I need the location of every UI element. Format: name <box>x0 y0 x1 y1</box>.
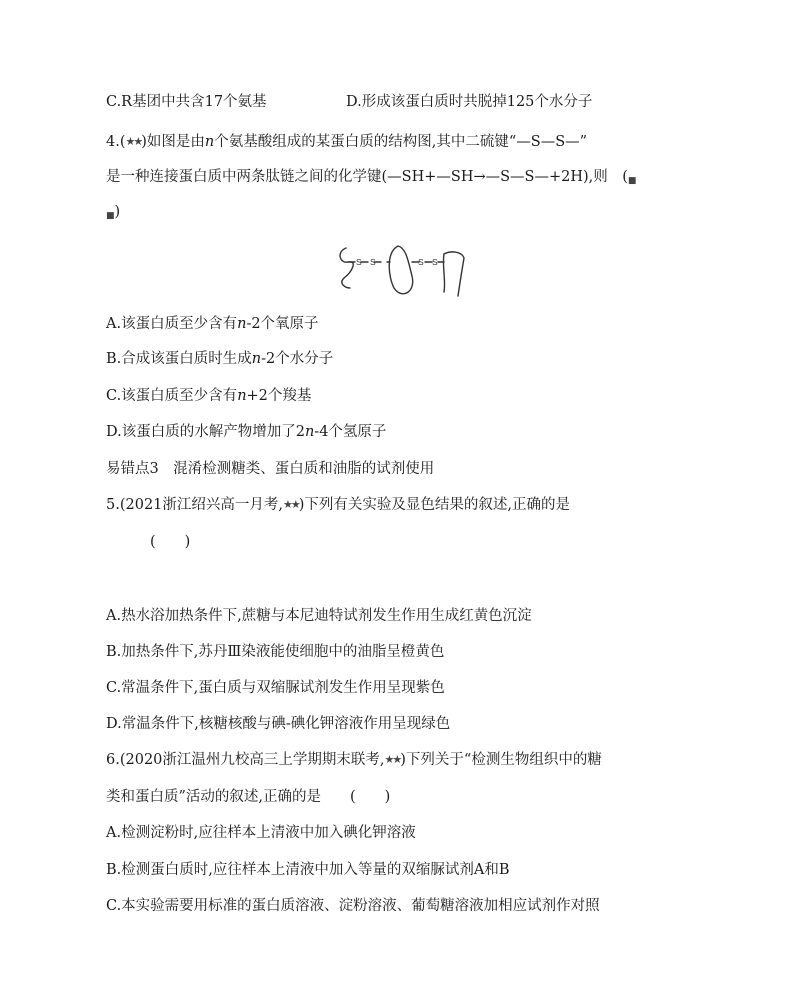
q6-option-c: C.本实验需要用标准的蛋白质溶液、淀粉溶液、葡萄糖溶液加相应试剂作对照 <box>106 898 600 914</box>
answer-mark-icon: ■ <box>106 211 115 221</box>
q4-stem-line1 <box>106 132 587 152</box>
q4-option-a: A.该蛋白质至少含有n-2个氧原子 <box>106 316 319 332</box>
q4-var-n: n <box>204 134 215 150</box>
q6-stem-line1 <box>106 750 602 770</box>
peptide-chain-right <box>444 252 464 296</box>
q5-answer-paren: ( ) <box>150 534 191 550</box>
q5-option-a: A.热水浴加热条件下,蔗糖与本尼迪特试剂发生作用生成红黄色沉淀 <box>106 608 532 624</box>
q5-stem-line1 <box>106 495 570 515</box>
protein-structure-diagram <box>332 236 472 300</box>
q4-stem-line3-text: ) <box>114 204 121 220</box>
q4-stem-line2 <box>106 167 636 191</box>
q6-stem-part1: 6.(2020浙江温州九校高三上学期期末联考, <box>106 752 385 768</box>
q6-stem-part2: )下列关于“检测生物组织中的糖 <box>400 752 602 768</box>
sulfur-label: S <box>432 257 438 267</box>
q4-stem-part1: 如图是由 <box>146 134 205 150</box>
section-heading: 易错点3 混淆检测糖类、蛋白质和油脂的试剂使用 <box>106 461 435 477</box>
prev-options-row <box>106 92 267 112</box>
difficulty-stars-icon: ★★ <box>283 498 299 511</box>
q4-number: 4. <box>106 134 120 150</box>
peptide-chain-left <box>340 248 353 288</box>
peptide-chain-middle <box>389 246 412 294</box>
q5-option-b: B.加热条件下,苏丹Ⅲ染液能使细胞中的油脂呈橙黄色 <box>106 644 445 660</box>
q5-stem-part2: )下列有关实验及显色结果的叙述,正确的是 <box>298 497 571 513</box>
q4-option-b: B.合成该蛋白质时生成n-2个水分子 <box>106 351 334 367</box>
q4-stem-line2-text: 是一种连接蛋白质中两条肽链之间的化学键(—SH+—SH→—S—S—+2H),则 ( <box>106 169 628 185</box>
difficulty-stars-icon: ★★ <box>384 753 401 766</box>
sulfur-label: S <box>418 257 424 267</box>
q4-stem-line3 <box>106 202 120 226</box>
difficulty-stars-icon: ★★ <box>125 135 142 148</box>
q6-option-a: A.检测淀粉时,应往样本上清液中加入碘化钾溶液 <box>106 825 416 841</box>
prev-option-d: D.形成该蛋白质时共脱掉125个水分子 <box>346 94 593 110</box>
q4-paren-close: ) <box>141 134 147 150</box>
q6-stem-line2: 类和蛋白质”活动的叙述,正确的是 ( ) <box>106 789 391 805</box>
sulfur-label: S <box>356 257 362 267</box>
sulfur-label: S <box>370 257 376 267</box>
answer-mark-icon: ■ <box>627 176 637 186</box>
q4-option-d: D.该蛋白质的水解产物增加了2n-4个氢原子 <box>106 424 387 440</box>
q5-option-d: D.常温条件下,核糖核酸与碘-碘化钾溶液作用呈现绿色 <box>106 716 451 732</box>
q4-option-c: C.该蛋白质至少含有n+2个羧基 <box>106 388 312 404</box>
prev-option-c: C.R基团中共含17个氨基 <box>106 94 267 110</box>
q5-stem-part1: 5.(2021浙江绍兴高一月考, <box>106 497 284 513</box>
q4-stem-part2: 个氨基酸组成的某蛋白质的结构图,其中二硫键“—S—S—” <box>214 134 588 150</box>
q6-option-b: B.检测蛋白质时,应往样本上清液中加入等量的双缩脲试剂A和B <box>106 862 510 878</box>
q4-paren-open: ( <box>119 134 126 150</box>
q5-option-c: C.常温条件下,蛋白质与双缩脲试剂发生作用呈现紫色 <box>106 680 445 696</box>
